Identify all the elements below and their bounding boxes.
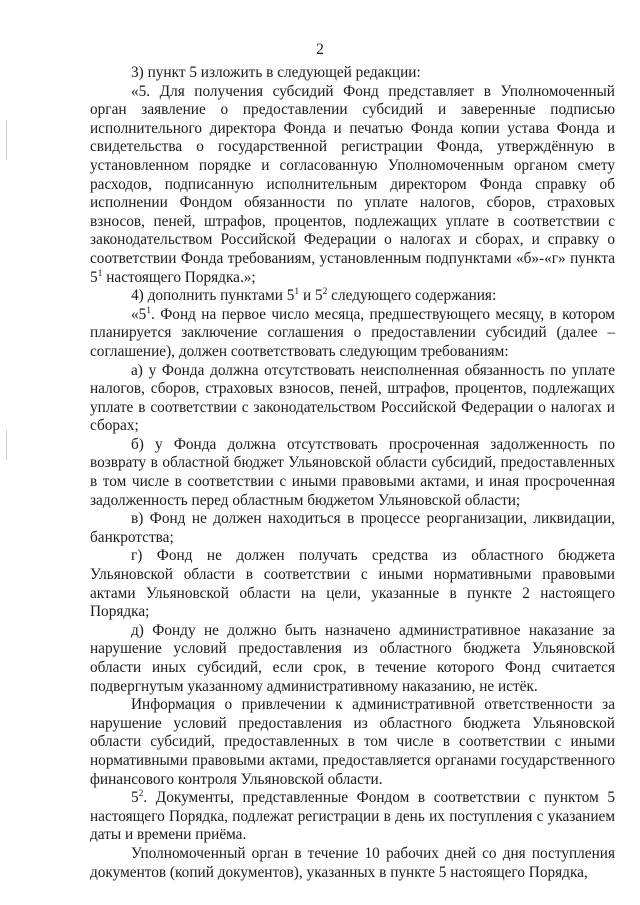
paragraph: «$5^1$. Фонд на первое число месяца, предшествующего месяцу, в котором планируется заключение соглашения о предоставлении субсидий (далее – соглашение), должен соответствовать следующим требованиям: (90, 305, 615, 360)
paragraph: д) Фонду не должно быть назначено административное наказание за нарушение условий предоставления из областного бюджета Ульяновской области иных субсидий, если срок, в течение которого Фонд считается подвергнутым указанному административному наказанию, не истёк. (90, 621, 615, 695)
scan-edge-mark (6, 430, 7, 460)
paragraph: 4) дополнить пунктами $5^1$ и $5^2$ следующего содержания: (131, 287, 497, 305)
document-body (90, 64, 615, 882)
paragraph: «5. Для получения субсидий Фонд представляет в Уполномоченный орган заявление о предоставлении субсидий и заверенные подписью исполнительного директора Фонда и печатью Фонда копии устава Фонда и свидетельства о государственной регистрации Фонда, утверждённую в установленном порядке и согласованную Уполномоченным органом смету расходов, подписанную исполнительным директором Фонда справку об исполнении Фондом обязанности по уплате налогов, сборов, страховых взносов, пеней, штрафов, процентов, подлежащих уплате в соответствии с законодательством Российской Федерации о налогах и сборах, и справку о соответствии Фонда требованиям, установленным подпунктами «б»-«г» пункта $5^1$ настоящего Порядка.»; (90, 82, 615, 286)
paragraph: б) у Фонда должна отсутствовать просроченная задолженность по возврату в областной бюджет Ульяновской области субсидий, предоставленных в том числе в соответствии с иными правовыми актами, и иная просроченная задолженность перед областным бюджетом Ульяновской области; (90, 435, 615, 509)
paragraph: $5^2$. Документы, представленные Фондом в соответствии с пунктом 5 настоящего Порядка, подлежат регистрации в день их поступления с указанием даты и времени приёма. (90, 789, 615, 844)
page-number: 2 (316, 41, 324, 58)
superscript-index: 1 (294, 287, 300, 298)
superscript-index: 1 (97, 268, 103, 279)
scan-edge-mark (6, 120, 7, 160)
paragraph: Информация о привлечении к административной ответственности за нарушение условий предоставления из областного бюджета Ульяновской области субсидий, предоставленных в том числе в соответствии с иными нормативными правовыми актами, предоставляется органами государственного финансового контроля Ульяновской области. (90, 696, 615, 788)
paragraph: 3) пункт 5 изложить в следующей редакции: (131, 64, 421, 81)
superscript-index: 1 (146, 305, 152, 316)
paragraph: а) у Фонда должна отсутствовать неисполненная обязанность по уплате налогов, сборов, страховых взносов, пеней, штрафов, процентов, подлежащих уплате в соответствии с законодательством Российской Федерации о налогах и сборах; (90, 361, 615, 435)
superscript-index: 2 (322, 287, 328, 298)
superscript-index: 2 (138, 789, 144, 800)
paragraph: г) Фонд не должен получать средства из областного бюджета Ульяновской области в соответствии с иными нормативными правовыми актами Ульяновской области на цели, указанные в пункте 2 настоящего Порядка; (90, 547, 615, 621)
paragraph: в) Фонд не должен находиться в процессе реорганизации, ликвидации, банкротства; (90, 510, 615, 546)
paragraph: Уполномоченный орган в течение 10 рабочих дней со дня поступления документов (копий документов), указанных в пункте 5 настоящего Порядка, (90, 844, 615, 881)
